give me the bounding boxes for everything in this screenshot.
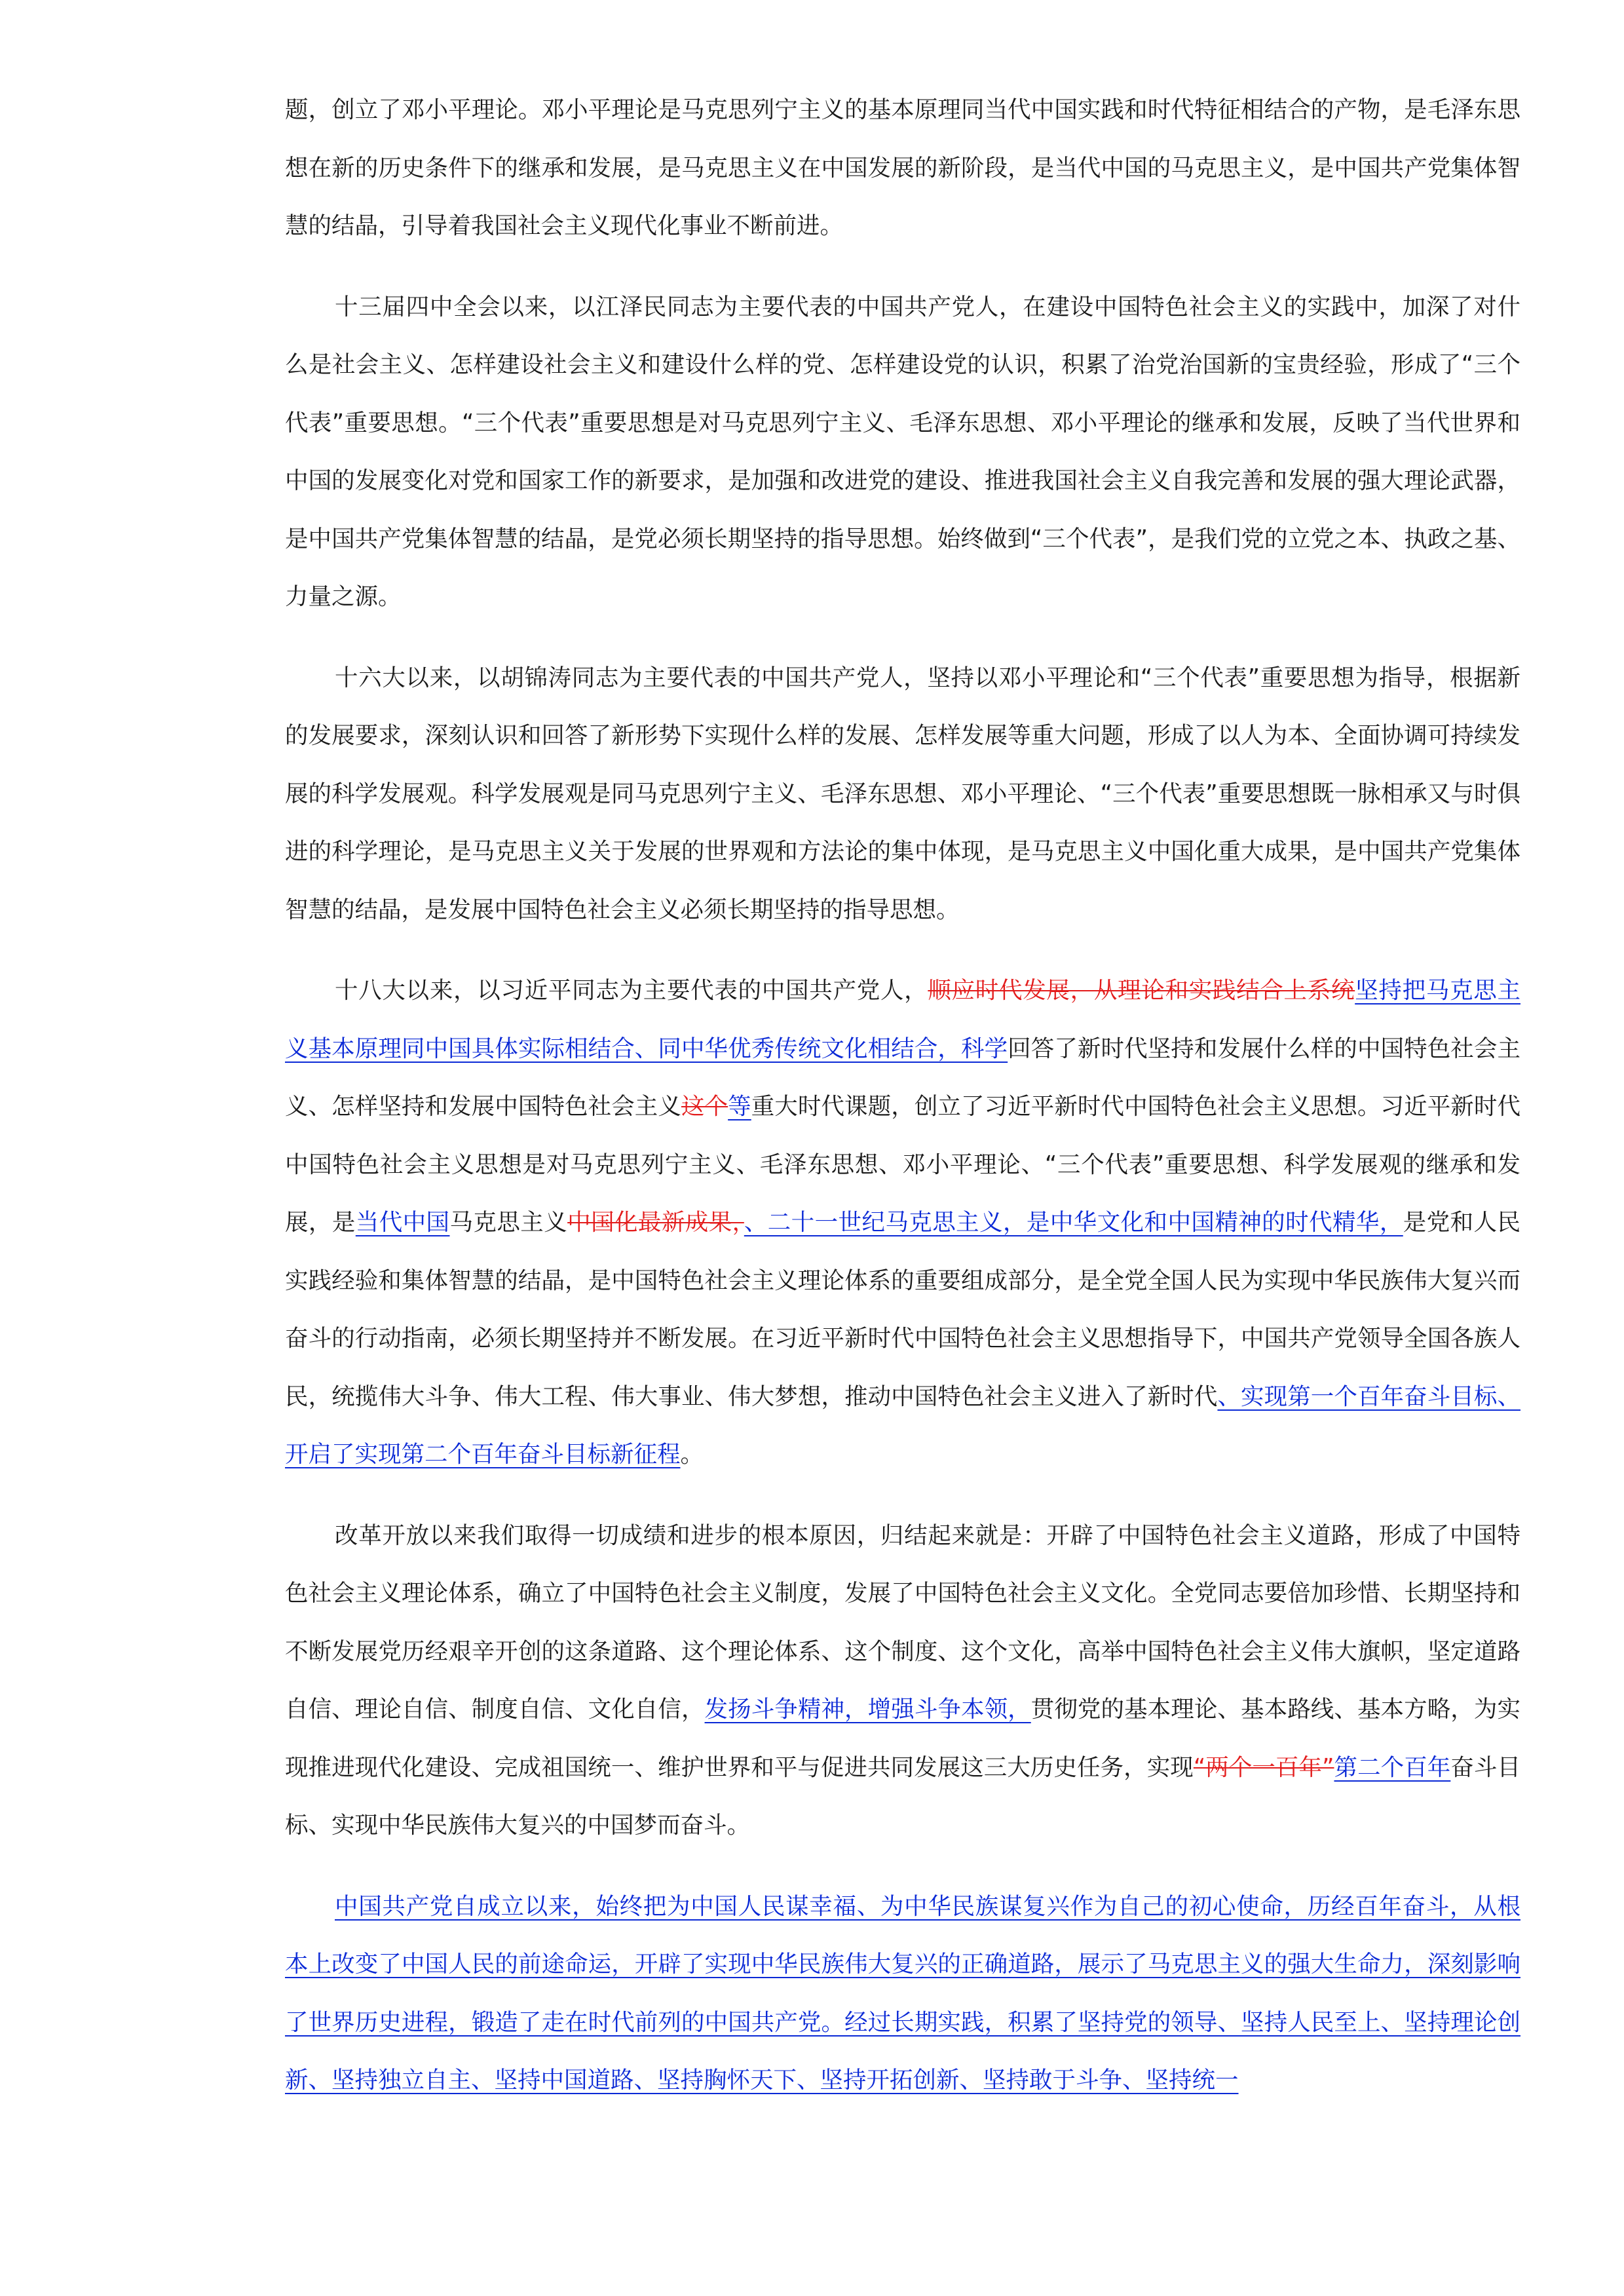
text-run: 十八大以来，以习近平同志为主要代表的中国共产党人， — [335, 977, 928, 1004]
deleted-text: 这个 — [681, 1093, 728, 1120]
paragraph — [285, 278, 1520, 626]
text-run: 重大时代课题，创立了习近平新时代中国特色社会主义思想。习近平新时代中国特色社会主义思想是对马克思列宁主义、毛泽东思想、邓小平理论、“三个代表”重要思想、科学发展观的继承和发展，是 — [285, 1093, 1520, 1236]
text-run: 十三届四中全会以来，以江泽民同志为主要代表的中国共产党人，在建设中国特色社会主义的实践中，加深了对什么是社会主义、怎样建设社会主义和建设什么样的党、怎样建设党的认识，积累了治党治国新的宝贵经验，形成了“三个代表”重要思想。“三个代表”重要思想是对马克思列宁主义、毛泽东思想、邓小平理论的继承和发展，反映了当代世界和中国的发展变化对党和国家工作的新要求，是加强和改进党的建设、推进我国社会主义自我完善和发展的强大理论武器，是中国共产党集体智慧的结晶，是党必须长期坚持的指导思想。始终做到“三个代表”，是我们党的立党之本、执政之基、力量之源。 — [285, 293, 1520, 610]
inserted-text: 中国共产党自成立以来，始终把为中国人民谋幸福、为中华民族谋复兴作为自己的初心使命，历经百年奋斗，从根本上改变了中国人民的前途命运，开辟了实现中华民族伟大复兴的正确道路，展示了马克思主义的强大生命力，深刻影响了世界历史进程，锻造了走在时代前列的中国共产党。经过长期实践，积累了坚持党的领导、坚持人民至上、坚持理论创新、坚持独立自主、坚持中国道路、坚持胸怀天下、坚持开拓创新、坚持敢于斗争、坚持统一 — [285, 1892, 1520, 2094]
text-run: 改革开放以来我们取得一切成绩和进步的根本原因，归结起来就是：开辟了中国特色社会主义道路，形成了中国特色社会主义理论体系，确立了中国特色社会主义制度，发展了中国特色社会主义文化。全党同志要倍加珍惜、长期坚持和不断发展党历经艰辛开创的这条道路、这个理论体系、这个制度、这个文化，高举中国特色社会主义伟大旗帜，坚定道路自信、理论自信、制度自信、文化自信， — [285, 1521, 1520, 1723]
text-run: 题，创立了邓小平理论。邓小平理论是马克思列宁主义的基本原理同当代中国实践和时代特征相结合的产物，是毛泽东思想在新的历史条件下的继承和发展，是马克思主义在中国发展的新阶段，是当代中国的马克思主义，是中国共产党集体智慧的结晶，引导着我国社会主义现代化事业不断前进。 — [285, 96, 1520, 239]
paragraph — [285, 1507, 1520, 1855]
text-run: 贯彻党的基本理论、基本路线、基本方略，为实现推进现代化建设、完成祖国统一、维护世界和平与促进共同发展这三大历史任务，实现 — [285, 1696, 1520, 1781]
inserted-text: 、二十一世纪马克思主义，是中华文化和中国精神的时代精华， — [744, 1209, 1403, 1236]
text-run: 。 — [680, 1441, 704, 1468]
paragraph — [285, 1878, 1520, 2110]
document-body — [285, 81, 1520, 2133]
paragraph — [285, 962, 1520, 1484]
text-run: 奋斗目标、实现中华民族伟大复兴的中国梦而奋斗。 — [285, 1753, 1520, 1839]
inserted-text: 发扬斗争精神，增强斗争本领， — [704, 1696, 1031, 1723]
text-run: 马克思主义 — [449, 1209, 568, 1236]
text-run: 是党和人民实践经验和集体智慧的结晶，是中国特色社会主义理论体系的重要组成部分，是全党全国人民为实现中华民族伟大复兴而奋斗的行动指南，必须长期坚持并不断发展。在习近平新时代中国特色社会主义思想指导下，中国共产党领导全国各族人民，统揽伟大斗争、伟大工程、伟大事业、伟大梦想，推动中国特色社会主义进入了新时代 — [285, 1209, 1520, 1410]
inserted-text: 当代中国 — [355, 1209, 450, 1236]
deleted-text: 顺应时代发展，从理论和实践结合上系统 — [928, 977, 1355, 1004]
inserted-text: 第二个百年 — [1334, 1753, 1451, 1781]
deleted-text: 中国化最新成果， — [567, 1209, 744, 1236]
paragraph — [285, 81, 1520, 256]
text-run: 回答了新时代坚持和发展什么样的中国特色社会主义、怎样坚持和发展中国特色社会主义 — [285, 1035, 1520, 1120]
deleted-text: “两个一百年” — [1193, 1753, 1334, 1781]
inserted-text: 坚持把马克思主义基本原理同中国具体实际相结合、同中华优秀传统文化相结合，科学 — [285, 977, 1520, 1062]
paragraph — [285, 649, 1520, 940]
inserted-text: 等 — [728, 1093, 751, 1120]
inserted-text: 、实现第一个百年奋斗目标、开启了实现第二个百年奋斗目标新征程 — [285, 1383, 1520, 1468]
text-run: 十六大以来，以胡锦涛同志为主要代表的中国共产党人，坚持以邓小平理论和“三个代表”重要思想为指导，根据新的发展要求，深刻认识和回答了新形势下实现什么样的发展、怎样发展等重大问题，形成了以人为本、全面协调可持续发展的科学发展观。科学发展观是同马克思列宁主义、毛泽东思想、邓小平理论、“三个代表”重要思想既一脉相承又与时俱进的科学理论，是马克思主义关于发展的世界观和方法论的集中体现，是马克思主义中国化重大成果，是中国共产党集体智慧的结晶，是发展中国特色社会主义必须长期坚持的指导思想。 — [285, 664, 1520, 923]
